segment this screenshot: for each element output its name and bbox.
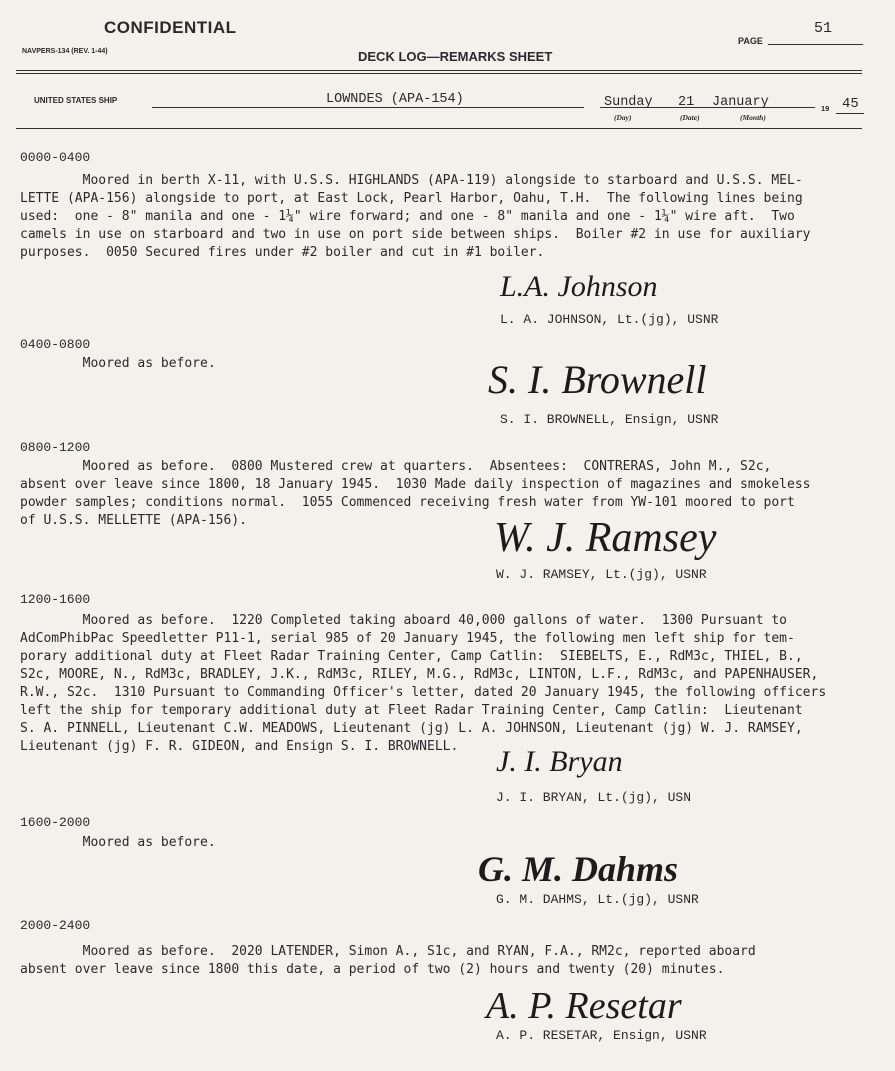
watch-remarks: Moored as before. 1220 Completed taking aboard 40,000 gallons of water. 1300 Pursuant to AdComPhibPac Speedletter P11-1, serial 985 of 20 January 1945, the following men left ship for tem- porary additional duty at Fleet Radar Training Center, Camp Catlin: SIEBELTS, E., RdM3c, THIEL, B., S2c, MOORE, N., RdM3c, BRADLEY, J.K., RdM3c, RILEY, M.G., RdM3c, LINTON, L.F., RdM3c, and PAPENHAUSER, R.W., S2c. 1310 Pursuant to Commanding Officer's letter, dated 20 January 1945, the following officers left the ship for temporary additional duty at Fleet Radar Training Center, Camp Catlin: Lieutenant S. A. PINNELL, Lieutenant C.W. MEADOWS, Lieutenant (jg) L. A. JOHNSON, Lieutenant (jg) W. J. RAMSEY, Lieutenant (jg) F. R. GIDEON, and Ensign S. I. BROWNELL. — [20, 613, 827, 754]
signature-typed: W. J. RAMSEY, Lt.(jg), USNR — [496, 567, 707, 582]
watch-remarks: Moored as before. 0800 Mustered crew at quarters. Absentees: CONTRERAS, John M., S2c, absent over leave since 1800, 18 January 1945. 1030 Made daily inspection of magazines and smokeless powder samples; conditions normal. 1055 Commenced receiving fresh water from YW-101 moored to port of U.S.S. MELLETTE (APA-156). — [20, 459, 811, 528]
log-month: January — [712, 95, 769, 110]
signature-script: L.A. Johnson — [500, 270, 658, 303]
month-caption: (Month) — [740, 113, 766, 122]
watch-period: 0400-0800 — [20, 337, 91, 352]
watch-remarks: Moored as before. — [20, 356, 216, 371]
signature-typed: G. M. DAHMS, Lt.(jg), USNR — [496, 892, 699, 907]
page-label: PAGE — [738, 36, 763, 46]
watch-period: 1200-1600 — [20, 592, 91, 607]
form-number: NAVPERS-134 (REV. 1-44) — [22, 48, 108, 55]
watch-period: 2000-2400 — [20, 918, 91, 933]
day-caption: (Day) — [614, 113, 632, 122]
year-line — [836, 113, 864, 114]
watch-remarks: Moored in berth X-11, with U.S.S. HIGHLANDS (APA-119) alongside to starboard and U.S.S. MEL- LETTE (APA-156) alongside to port, at East Lock, Pearl Harbor, Oahu, T.H. The following lines being used: one - 8" manila and one - 1¼" wire forward; and one - 8" manila and one - 1¼" wire aft. Two camels in use on starboard and two in use on port side between ships. Boiler #2 in use for auxiliary purposes. 0050 Secured fires under #2 boiler and cut in #1 boiler. — [20, 173, 811, 260]
signature-script: J. I. Bryan — [496, 745, 623, 778]
ship-name-line — [152, 107, 584, 108]
log-year: 45 — [842, 96, 859, 112]
signature-typed: J. I. BRYAN, Lt.(jg), USN — [496, 790, 692, 805]
page-number-line — [768, 44, 863, 45]
watch-remarks: Moored as before. — [20, 835, 216, 850]
signature-typed: L. A. JOHNSON, Lt.(jg), USNR — [500, 312, 719, 327]
signature-script: S. I. Brownell — [488, 357, 707, 402]
signature-script: A. P. Resetar — [486, 985, 682, 1027]
page-number: 51 — [814, 20, 833, 37]
year-prefix: 19 — [821, 104, 830, 113]
signature-typed: S. I. BROWNELL, Ensign, USNR — [500, 412, 719, 427]
signature-script: G. M. Dahms — [478, 849, 679, 889]
date-caption: (Date) — [680, 113, 700, 122]
watch-period: 0000-0400 — [20, 150, 91, 165]
header-rule-bottom — [16, 128, 862, 129]
watch-period: 1600-2000 — [20, 815, 91, 830]
sheet-title: DECK LOG—REMARKS SHEET — [358, 49, 553, 64]
ship-label: UNITED STATES SHIP — [34, 96, 118, 105]
signature-typed: A. P. RESETAR, Ensign, USNR — [496, 1028, 707, 1043]
header-rule-top-double — [16, 73, 862, 74]
classification-mark: CONFIDENTIAL — [104, 18, 237, 37]
log-date: 21 — [678, 95, 695, 110]
watch-remarks: Moored as before. 2020 LATENDER, Simon A., S1c, and RYAN, F.A., RM2c, reported aboard absent over leave since 1800 this date, a period of two (2) hours and twenty (20) minutes. — [20, 944, 756, 977]
signature-script: W. J. Ramsey — [494, 515, 717, 561]
ship-name: LOWNDES (APA-154) — [326, 92, 464, 107]
watch-period: 0800-1200 — [20, 440, 91, 455]
header-rule-top — [16, 70, 862, 71]
log-day: Sunday — [604, 95, 653, 110]
